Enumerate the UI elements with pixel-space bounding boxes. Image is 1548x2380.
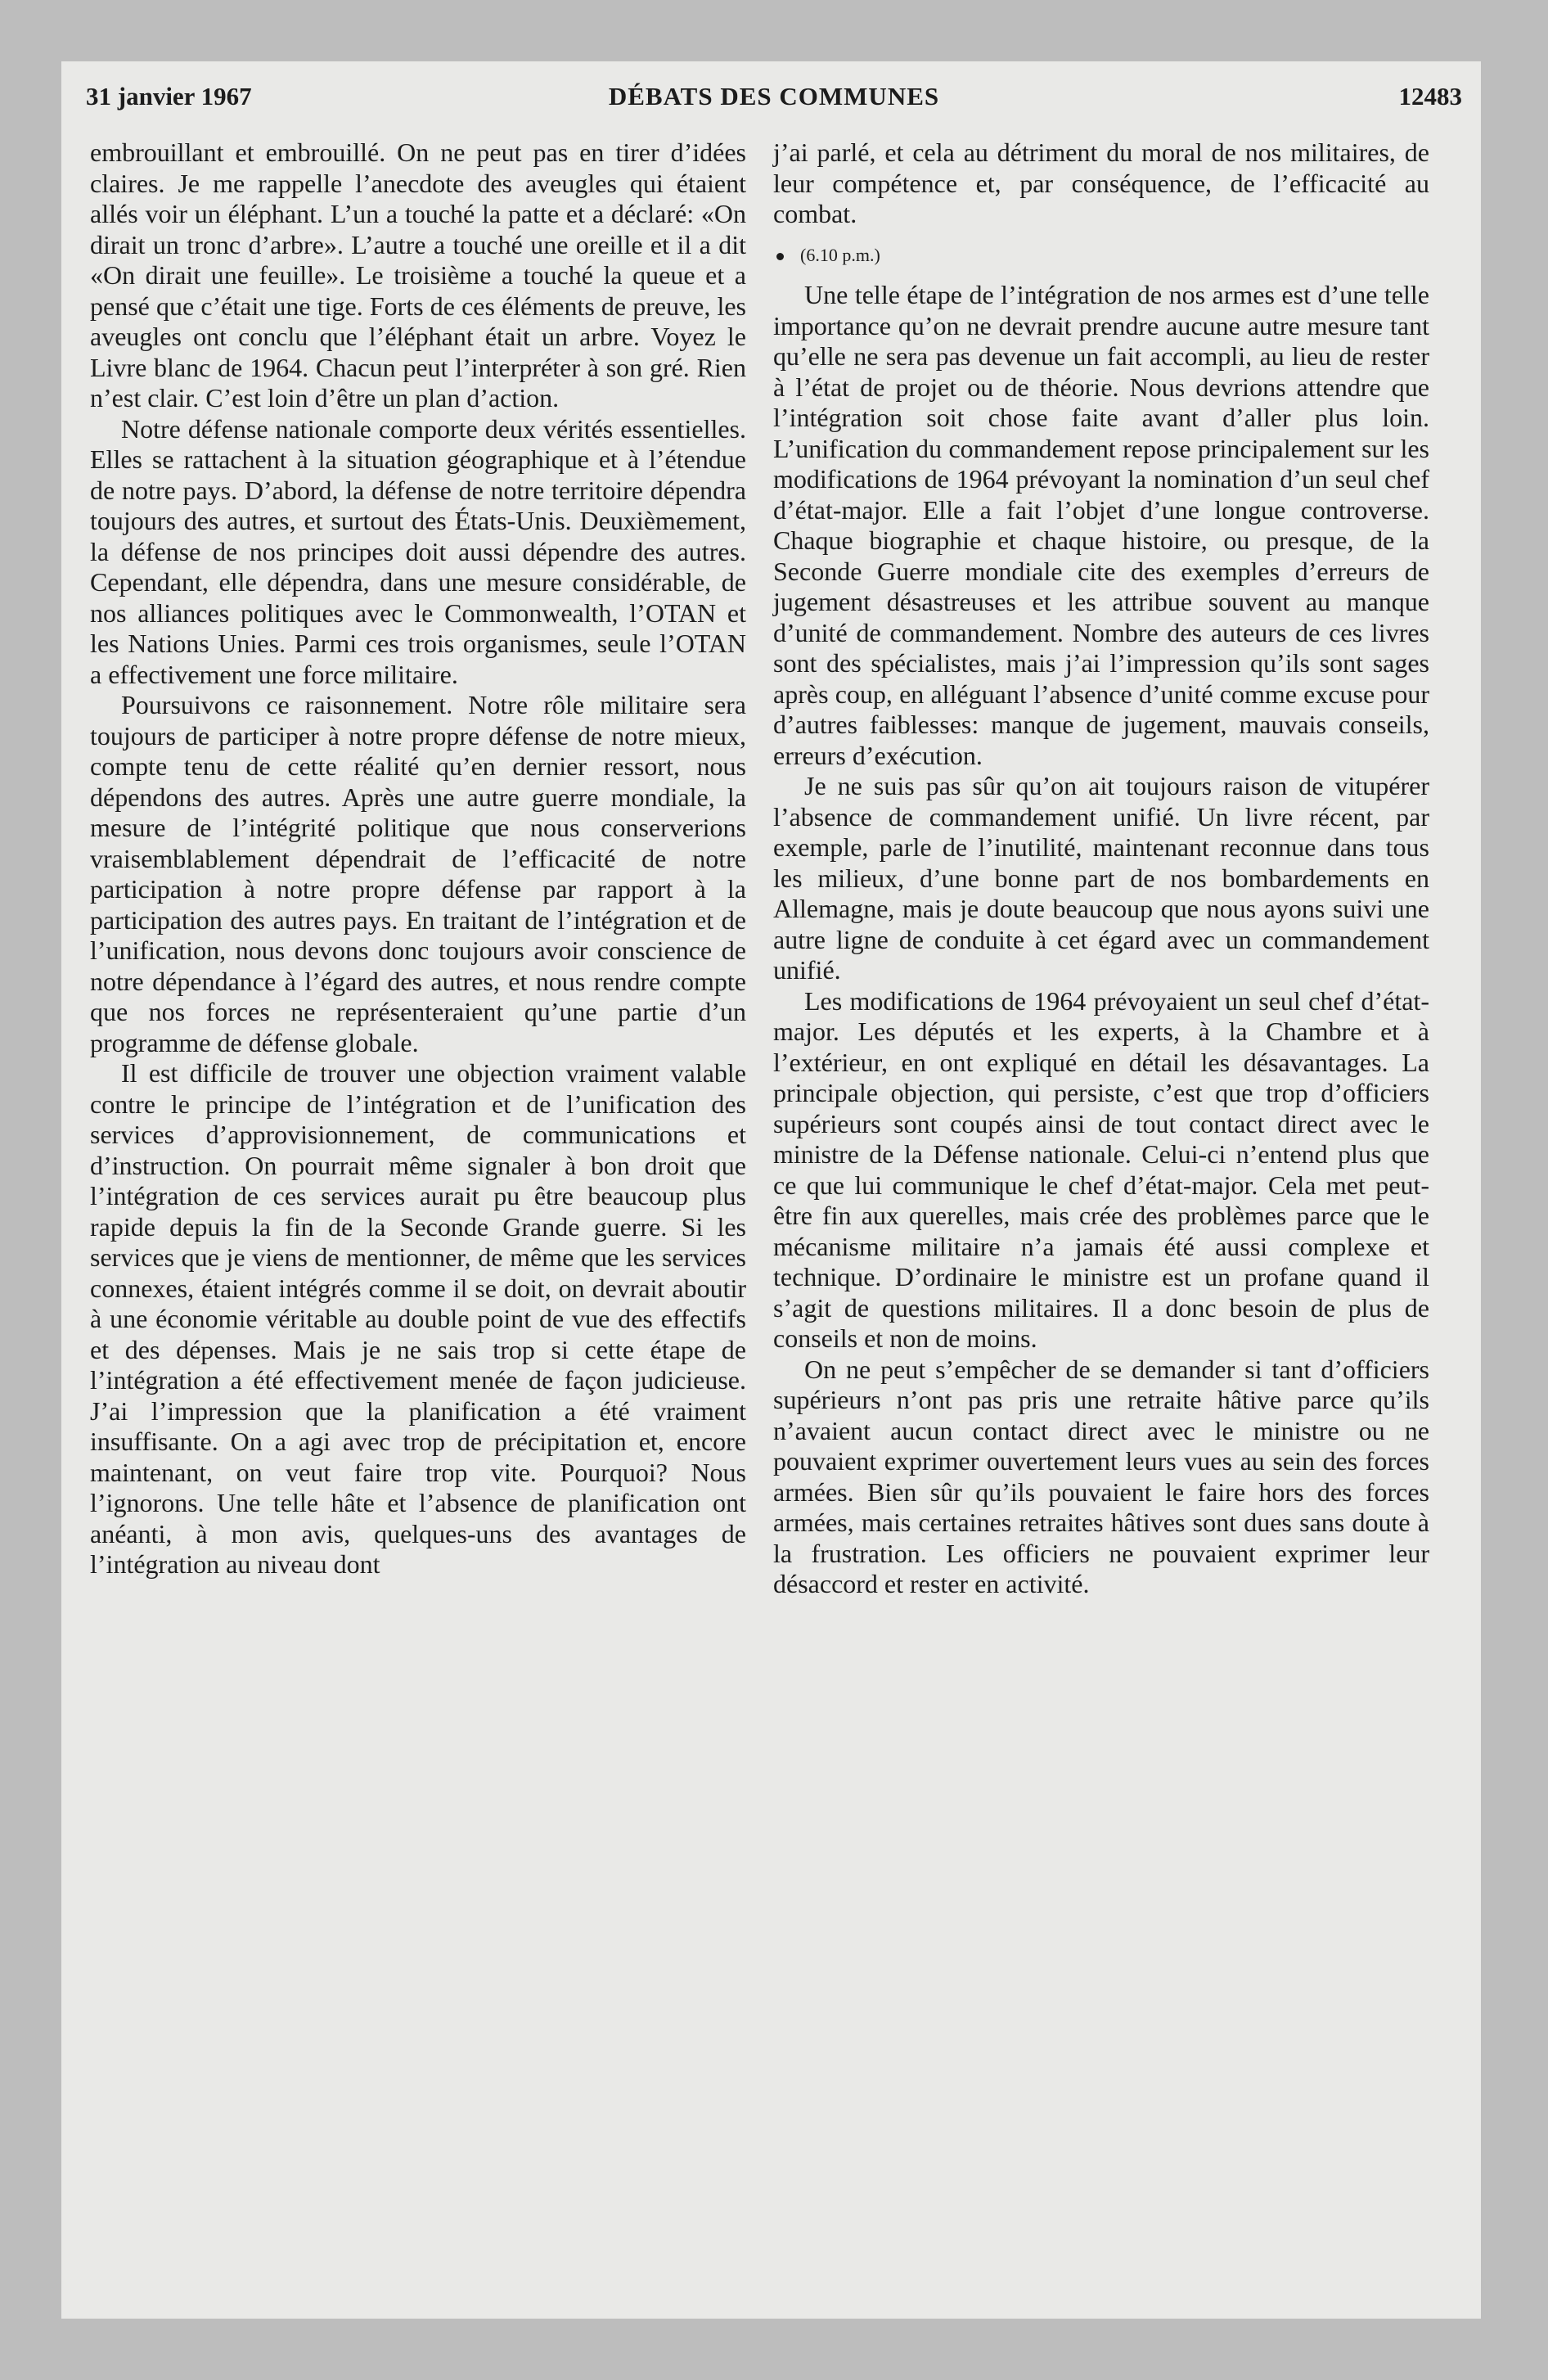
left-column [90, 137, 746, 1580]
timestamp-marker [776, 240, 1429, 271]
paragraph: Je ne suis pas sûr qu’on ait toujours raison de vitupérer l’absence de commandement unifié. Un livre récent, par exemple, parle de l’inutilité, maintenant reconnue dans tous les milieux, d’une bonne part de nos bombardements en Allemagne, mais je doute beaucoup que nous ayons suivi une autre ligne de conduite à cet égard avec un commandement unifié. [773, 771, 1429, 985]
paragraph: embrouillant et embrouillé. On ne peut pas en tirer d’idées claires. Je me rappelle l’anecdote des aveugles qui étaient allés voir un éléphant. L’un a touché la patte et a déclaré: «On dirait un tronc d’arbre». L’autre a touché une oreille et il a dit «On dirait une feuille». Le troisième a touché la queue et a pensé que c’était une tige. Forts de ces éléments de preuve, les aveugles ont conclu que l’éléphant était un arbre. Voyez le Livre blanc de 1964. Chacun peut l’interpréter à son gré. Rien n’est clair. C’est loin d’être un plan d’action. [90, 137, 746, 412]
paragraph: On ne peut s’empêcher de se demander si tant d’officiers supérieurs n’ont pas pris une retraite hâtive parce qu’ils n’avaient aucun contact direct avec le ministre ou ne pouvaient exprimer ouvertement leurs vues au sein des forces armées. Bien sûr qu’ils pouvaient le faire hors des forces armées, mais certaines retraites hâtives sont dues sans doute à la frustration. Les officiers ne pouvaient exprimer leur désaccord et rester en activité. [773, 1354, 1429, 1598]
paragraph: Poursuivons ce raisonnement. Notre rôle militaire sera toujours de participer à notre propre défense de notre mieux, compte tenu de cette réalité qu’en dernier ressort, nous dépendons des autres. Après une autre guerre mondiale, la mesure de l’intégrité politique que nous conserverions vraisemblablement dépendrait de l’efficacité de notre participation à notre propre défense par rapport à la participation des autres pays. En traitant de l’intégration et de l’unification, nous devons donc toujours avoir conscience de notre dépendance à l’égard des autres, et nous rendre compte que nos forces ne représenteraient qu’une partie d’un programme de défense globale. [90, 690, 746, 1057]
header-title: DÉBATS DES COMMUNES [608, 82, 940, 110]
page-header [86, 82, 1462, 123]
paragraph: Une telle étape de l’intégration de nos armes est d’une telle importance qu’on ne devrait prendre aucune autre mesure tant qu’elle ne sera pas devenue un fait accompli, au lieu de rester à l’état de projet ou de théorie. Nous devrions attendre que l’intégration soit chose faite avant d’aller plus loin. L’unification du commandement repose principalement sur les modifications de 1964 prévoyant la nomination d’un seul chef d’état-major. Elle a fait l’objet d’une longue controverse. Chaque biographie et chaque histoire, ou presque, de la Seconde Guerre mondiale cite des exemples d’erreurs de jugement désastreuses et les attribue souvent au manque d’unité de commandement. Nombre des auteurs de ces livres sont des spécialistes, mais j’ai l’impression qu’ils sont sages après coup, en alléguant l’absence d’unité comme excuse pour d’autres faiblesses: manque de jugement, mauvais conseils, erreurs d’exécution. [773, 280, 1429, 770]
paragraph: Il est difficile de trouver une objection vraiment valable contre le principe de l’intégration et de l’unification des services d’approvisionnement, de communications et d’instruction. On pourrait même signaler à bon droit que l’intégration de ces services aurait pu être beaucoup plus rapide depuis la fin de la Seconde Grande guerre. Si les services que je viens de mentionner, de même que les services connexes, étaient intégrés comme il se doit, on devrait aboutir à une économie véritable au double point de vue des effectifs et des dépenses. Mais je ne sais trop si cette étape de l’intégration a été effectivement menée de façon judicieuse. J’ai l’impression que la planification a été vraiment insuffisante. On a agi avec trop de précipitation et, encore maintenant, on veut faire trop vite. Pourquoi? Nous l’ignorons. Une telle hâte et l’absence de planification ont anéanti, à mon avis, quelques-uns des avantages de l’intégration au niveau dont [90, 1058, 746, 1579]
bullet-icon [776, 253, 784, 260]
header-date: 31 janvier 1967 [86, 82, 252, 110]
paragraph: j’ai parlé, et cela au détriment du moral de nos militaires, de leur compétence et, par conséquence, de l’efficacité au combat. [773, 137, 1429, 228]
header-page-number: 12483 [1398, 82, 1462, 110]
paragraph: Les modifications de 1964 prévoyaient un seul chef d’état-major. Les députés et les experts, à la Chambre et à l’extérieur, en ont expliqué en détail les désavantages. La principale objection, qui persiste, c’est que trop d’officiers supérieurs sont coupés ainsi de tout contact direct avec le ministre de la Défense nationale. Celui-ci n’entend plus que ce que lui communique le chef d’état-major. Cela met peut-être fin aux querelles, mais crée des problèmes parce que le mécanisme militaire n’a jamais été aussi complexe et technique. D’ordinaire le ministre est un profane quand il s’agit de questions militaires. Il a donc besoin de plus de conseils et non de moins. [773, 985, 1429, 1353]
paragraph: Notre défense nationale comporte deux vérités essentielles. Elles se rattachent à la situation géographique et à l’étendue de notre pays. D’abord, la défense de notre territoire dépendra toujours des autres, et surtout des États-Unis. Deuxièmement, la défense de nos principes doit aussi dépendre des autres. Cependant, elle dépendra, dans une mesure considérable, de nos alliances politiques avec le Commonwealth, l’OTAN et les Nations Unies. Parmi ces trois organismes, seule l’OTAN a effectivement une force militaire. [90, 413, 746, 689]
timestamp-text: (6.10 p.m.) [800, 244, 880, 265]
right-column [773, 137, 1429, 1600]
